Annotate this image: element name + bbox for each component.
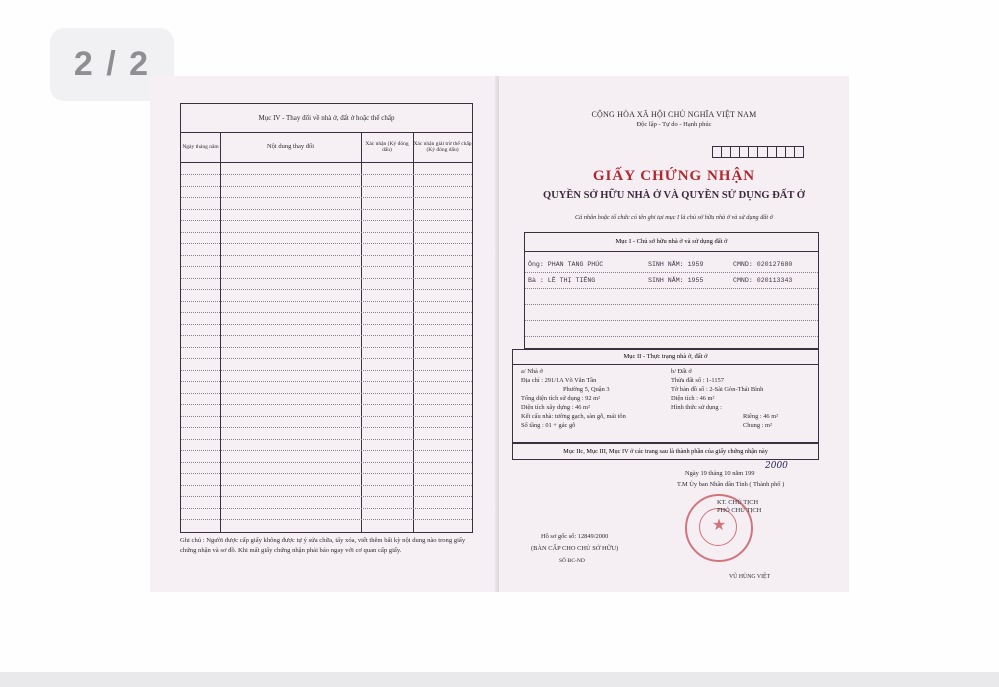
table-line	[181, 496, 472, 497]
table-line	[181, 335, 472, 336]
column-divider	[413, 132, 414, 532]
right-page	[499, 76, 849, 592]
table-line	[181, 404, 472, 405]
house-label: a/ Nhà ở	[521, 368, 543, 375]
table-line	[181, 508, 472, 509]
scanned-certificate	[150, 76, 849, 592]
table-line	[181, 266, 472, 267]
table-line	[181, 324, 472, 325]
land-shared: Chung : m²	[743, 422, 772, 429]
owner-section	[524, 232, 819, 349]
serial-number-box	[712, 146, 804, 158]
table-line	[181, 174, 472, 175]
house-built-area: Diện tích xây dựng : 46 m²	[521, 404, 590, 411]
table-line	[181, 312, 472, 313]
header-divider	[181, 162, 472, 163]
owner-1-name: Ông: PHAN TANG PHÚC	[528, 261, 604, 268]
table-line	[181, 347, 472, 348]
table-line	[181, 462, 472, 463]
issuing-committee: T.M Ủy ban Nhân dân Tỉnh ( Thành phố )	[677, 481, 785, 488]
owner-section-title: Mục I - Chủ sở hữu nhà ở và sử dụng đất ở	[525, 233, 818, 252]
chairman-title: KT. CHỦ TỊCH PHÓ CHỦ TỊCH	[717, 499, 762, 515]
house-ward: Phường 5, Quận 3	[563, 386, 610, 393]
land-usage: Hình thức sử dụng :	[671, 404, 722, 411]
official-seal-icon: ★	[685, 494, 753, 562]
certificate-intro: Cá nhân hoặc tổ chức có tên ghi tại mục I là chủ sở hữu nhà ở và sử dụng đất ở	[575, 214, 773, 221]
footnote: Ghi chú : Người được cấp giấy không được tự ý sửa chữa, tẩy xóa, viết thêm bất kỳ nội dung nào trong giấy chứng nhận và sơ đồ. Khi mất giấy chứng nhận phải báo ngay với cơ quan cấp giấy.	[180, 537, 466, 554]
left-page	[150, 76, 499, 592]
land-area: Diện tích : 46 m²	[671, 395, 715, 402]
table-line	[181, 301, 472, 302]
file-number: Hồ sơ gốc số: 12849/2000	[541, 533, 609, 540]
column-header-date: Ngày tháng năm	[182, 143, 219, 150]
land-label: b/ Đất ở	[671, 368, 692, 375]
table-line	[181, 393, 472, 394]
column-header-content: Nội dung thay đổi	[266, 143, 315, 151]
copy-note: (BẢN CẤP CHO CHỦ SỞ HỮU)	[531, 545, 619, 552]
table-line	[181, 209, 472, 210]
land-private: Riêng : 46 m²	[743, 413, 779, 420]
motto: Độc lập - Tự do - Hạnh phúc	[636, 121, 712, 128]
table-line	[181, 243, 472, 244]
changes-table-title: Mục IV - Thay đổi về nhà ở, đất ở hoặc thế chấp	[181, 104, 472, 133]
land-map-sheet: Tờ bản đồ số : 2-Sài Gòn-Thái Bình	[671, 386, 764, 393]
table-line	[181, 186, 472, 187]
bottom-bar	[0, 672, 999, 687]
owner-1-birth: SINH NĂM: 1959	[648, 261, 704, 268]
handwritten-year: 2000	[765, 461, 788, 471]
table-line	[181, 381, 472, 382]
table-line	[181, 427, 472, 428]
republic-heading: CỘNG HÒA XÃ HỘI CHỦ NGHĨA VIỆT NAM	[591, 110, 757, 119]
certificate-title: GIẤY CHỨNG NHẬN	[592, 168, 756, 184]
table-line	[181, 197, 472, 198]
land-plot: Thửa đất số : 1-1157	[671, 377, 724, 384]
line	[525, 304, 818, 305]
house-floors: Số tầng : 01 + gác gỗ	[521, 422, 576, 429]
owner-2-birth: SINH NĂM: 1955	[648, 277, 704, 284]
table-line	[181, 485, 472, 486]
owner-2-id: CMND: 020113343	[733, 277, 793, 284]
table-line	[181, 358, 472, 359]
changes-table	[180, 103, 473, 533]
table-line	[181, 450, 472, 451]
line	[525, 288, 818, 289]
house-used-area: Tổng diện tích sử dụng : 92 m²	[521, 395, 601, 402]
table-line	[181, 255, 472, 256]
table-line	[181, 370, 472, 371]
table-line	[181, 289, 472, 290]
owner-1-id: CMND: 020127680	[733, 261, 793, 268]
signer-name: VŨ HÙNG VIỆT	[729, 574, 771, 580]
property-section-title: Mục II - Thực trạng nhà ở, đất ở	[513, 350, 818, 365]
certificate-subtitle: QUYỀN SỞ HỮU NHÀ Ở VÀ QUYỀN SỬ DỤNG ĐẤT Ở	[543, 190, 805, 201]
register-code: SỐ ĐC-ND	[559, 558, 585, 564]
table-line	[181, 416, 472, 417]
column-header-confirm: Xác nhận (Ký đóng dấu)	[365, 140, 409, 153]
table-line	[181, 232, 472, 233]
section-note: Mục IIc, Mục III, Mục IV ở các trang sau là thành phần của giấy chứng nhận này	[512, 443, 819, 460]
line	[525, 336, 818, 337]
property-section	[512, 349, 819, 443]
column-divider	[220, 132, 221, 532]
page-counter: 2 / 2	[50, 28, 174, 101]
table-line	[181, 519, 472, 520]
house-structure: Kết cấu nhà: tường gạch, sàn gỗ, mái tôn	[521, 413, 626, 420]
table-line	[181, 473, 472, 474]
issue-date: Ngày 19 tháng 10 năm 199	[685, 470, 755, 477]
table-line	[181, 220, 472, 221]
table-line	[181, 278, 472, 279]
table-line	[181, 439, 472, 440]
line	[525, 320, 818, 321]
column-header-release: Xác nhận giải trừ thế chấp (Ký đóng dấu)	[413, 140, 472, 153]
line	[525, 272, 818, 273]
column-divider	[361, 132, 362, 532]
house-address: Địa chỉ : 291/1A Võ Văn Tần	[521, 377, 597, 384]
owner-2-name: Bà : LÊ THỊ TIẾNG	[528, 277, 596, 284]
